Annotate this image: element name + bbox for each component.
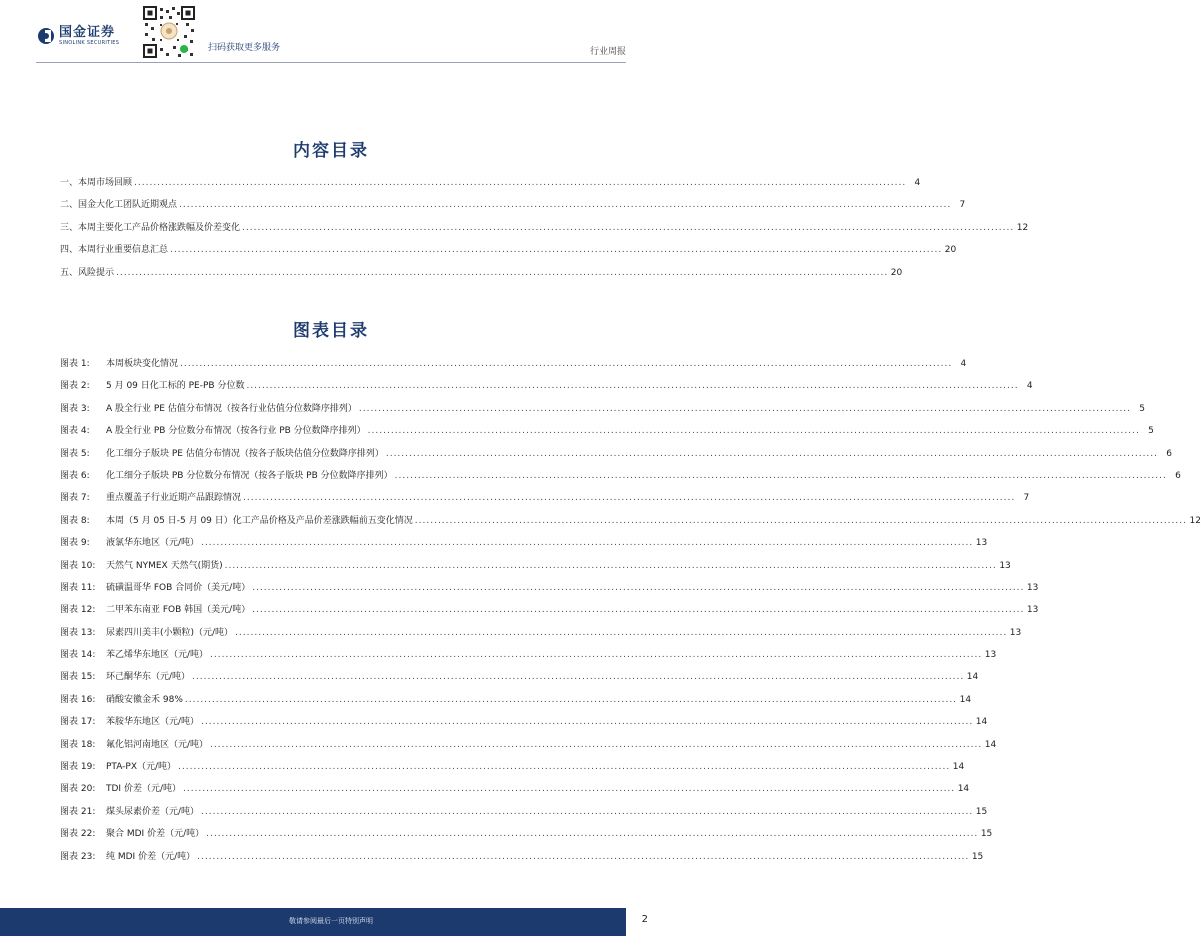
dot-leader: ........................................................................................................................................................................................................	[394, 470, 1167, 481]
page-ref: 14	[952, 762, 965, 773]
page-ref: 6	[1175, 470, 1181, 481]
figures-toc-heading: 图表目录	[293, 321, 369, 341]
toc-entry[interactable]	[60, 262, 903, 284]
figure-title: 硝酸安徽金禾 98%	[106, 694, 183, 705]
page-ref: 14	[966, 672, 979, 683]
qr-code-icon	[141, 4, 197, 60]
dot-leader: ........................................................................................................................................................................................................	[367, 426, 1140, 437]
figure-entry[interactable]	[60, 487, 1030, 509]
dot-leader: ........................................................................................................................................................................................................	[206, 829, 979, 840]
footer-disclaimer: 敬请参阅最后一页特别声明	[289, 917, 373, 925]
dot-leader: ........................................................................................................................................................................................................	[182, 784, 956, 795]
figure-label: 图表 18:	[60, 739, 96, 750]
dot-leader: ........................................................................................................................................................................................................	[134, 178, 907, 188]
figure-title: 环己酮华东（元/吨）	[106, 672, 191, 683]
page-number: 2	[641, 914, 648, 925]
figure-label: 图表 6:	[60, 470, 90, 481]
figure-entry[interactable]	[60, 398, 1146, 420]
figure-entry[interactable]	[60, 689, 972, 711]
figure-entry[interactable]	[60, 644, 997, 666]
figure-entry[interactable]	[60, 756, 965, 778]
page-ref: 15	[971, 851, 984, 862]
dot-leader: ........................................................................................................................................................................................................	[192, 672, 965, 683]
dot-leader: ........................................................................................................................................................................................................	[224, 560, 997, 571]
dot-leader: ........................................................................................................................................................................................................	[210, 650, 983, 661]
figure-label: 图表 22:	[60, 829, 96, 840]
figure-entry[interactable]	[60, 711, 988, 733]
toc-entry-title: 一、本周市场回顾	[60, 178, 133, 188]
figure-title: 煤头尿素价差（元/吨）	[106, 806, 200, 817]
page-header	[0, 0, 662, 62]
figure-entry[interactable]	[60, 846, 984, 868]
figure-entry[interactable]	[60, 555, 1011, 577]
page-ref: 13	[1026, 605, 1039, 616]
page-ref: 12	[1016, 222, 1029, 233]
figure-label: 图表 3:	[60, 403, 90, 414]
dot-leader: ........................................................................................................................................................................................................	[210, 739, 983, 750]
figure-title: 聚合 MDI 价差（元/吨）	[106, 829, 205, 840]
figure-entry[interactable]	[60, 734, 997, 756]
toc-heading: 内容目录	[293, 141, 369, 161]
figure-label: 图表 11:	[60, 582, 96, 593]
figure-title: A 股全行业 PE 估值分布情况（按各行业估值分位数降序排列）	[106, 403, 357, 414]
toc-entry[interactable]	[60, 194, 966, 216]
page-ref: 14	[984, 739, 997, 750]
figure-title: 5 月 09 日化工标的 PE-PB 分位数	[106, 381, 245, 392]
figure-entry[interactable]	[60, 532, 988, 554]
dot-leader: ........................................................................................................................................................................................................	[242, 222, 1015, 233]
page-ref: 4	[914, 178, 921, 188]
page-ref: 13	[975, 538, 988, 549]
brand-name-cn: 国金证券	[59, 25, 116, 40]
page-ref: 13	[1026, 582, 1039, 593]
dot-leader: ........................................................................................................................................................................................................	[246, 381, 1019, 392]
page-ref: 4	[960, 359, 967, 369]
toc-entry-title: 三、本周主要化工产品价格涨跌幅及价差变化	[60, 222, 241, 233]
page-ref: 6	[1166, 448, 1173, 459]
dot-leader: ........................................................................................................................................................................................................	[201, 538, 974, 549]
page-ref: 14	[959, 694, 972, 705]
dot-leader: ........................................................................................................................................................................................................	[385, 448, 1159, 459]
page-ref: 4	[1026, 381, 1033, 392]
figure-label: 图表 13:	[60, 627, 96, 638]
dot-leader: ........................................................................................................................................................................................................	[179, 200, 952, 211]
figure-entry[interactable]	[60, 353, 967, 375]
figure-entry[interactable]	[60, 465, 1181, 487]
figure-label: 图表 5:	[60, 448, 90, 459]
figure-entry[interactable]	[60, 420, 1154, 442]
toc-entry[interactable]	[60, 217, 1029, 239]
figure-label: 图表 7:	[60, 493, 90, 504]
figure-label: 图表 10:	[60, 560, 96, 571]
page-ref: 13	[1009, 627, 1022, 638]
dot-leader: ........................................................................................................................................................................................................	[252, 582, 1025, 593]
figure-title: PTA-PX（元/吨）	[106, 762, 177, 773]
page-ref: 13	[999, 560, 1011, 571]
page-ref: 20	[890, 267, 903, 278]
figure-title: 液氯华东地区（元/吨）	[106, 538, 200, 549]
figure-title: 硫磺温哥华 FOB 合同价（美元/吨）	[106, 582, 251, 593]
figure-label: 图表 14:	[60, 650, 96, 661]
figure-label: 图表 1:	[60, 359, 90, 369]
dot-leader: ........................................................................................................................................................................................................	[178, 762, 951, 773]
dot-leader: ........................................................................................................................................................................................................	[184, 694, 958, 705]
figure-label: 图表 2:	[60, 381, 90, 392]
figure-entry[interactable]	[60, 823, 993, 845]
figure-entry[interactable]	[60, 666, 979, 688]
page-ref: 7	[959, 200, 966, 211]
figure-title: 本周板块变化情况	[106, 359, 179, 369]
toc-entry-title: 五、风险提示	[60, 267, 115, 278]
figure-label: 图表 17:	[60, 717, 96, 728]
page-ref: 14	[975, 717, 988, 728]
figure-label: 图表 8:	[60, 515, 90, 526]
toc-entry-title: 二、国金大化工团队近期观点	[60, 200, 178, 211]
dot-leader: ........................................................................................................................................................................................................	[197, 851, 970, 862]
toc-entry[interactable]	[60, 239, 957, 261]
figure-title: 苯胺华东地区（元/吨）	[106, 717, 200, 728]
toc-entry-title: 四、本周行业重要信息汇总	[60, 245, 169, 256]
figure-label: 图表 9:	[60, 538, 90, 549]
page-ref: 5	[1139, 403, 1146, 414]
figure-label: 图表 20:	[60, 784, 96, 795]
figure-title: 本周（5 月 05 日-5 月 09 日）化工产品价格及产品价差涨跌幅前五变化情况	[106, 515, 413, 526]
brand-name-en: SINOLINK SECURITIES	[59, 40, 120, 46]
logo-mark-icon	[37, 27, 55, 45]
figure-label: 图表 4:	[60, 426, 90, 437]
figure-entry[interactable]	[60, 801, 988, 823]
figure-entry[interactable]	[60, 577, 1039, 599]
figure-title: 天然气 NYMEX 天然气(期货)	[106, 560, 223, 571]
figures-toc-list	[60, 353, 1201, 868]
figure-entry[interactable]	[60, 622, 1022, 644]
dot-leader: ........................................................................................................................................................................................................	[170, 245, 943, 256]
figure-title: 重点覆盖子行业近期产品跟踪情况	[106, 493, 242, 504]
figure-label: 图表 23:	[60, 851, 96, 862]
figure-label: 图表 19:	[60, 762, 96, 773]
dot-leader: ........................................................................................................................................................................................................	[358, 403, 1132, 414]
figure-title: 化工细分子版块 PB 分位数分布情况（按各子版块 PB 分位数降序排列）	[106, 470, 393, 481]
toc-entry[interactable]	[60, 172, 921, 194]
figure-title: 二甲苯东南亚 FOB 韩国（美元/吨）	[106, 605, 251, 616]
figure-label: 图表 12:	[60, 605, 96, 616]
figure-title: 苯乙烯华东地区（元/吨）	[106, 650, 209, 661]
figure-title: 化工细分子版块 PE 估值分布情况（按各子版块估值分位数降序排列）	[106, 448, 384, 459]
content-toc-list	[60, 172, 1029, 284]
page-ref: 15	[980, 829, 993, 840]
dot-leader: ........................................................................................................................................................................................................	[243, 493, 1016, 504]
figure-label: 图表 21:	[60, 806, 96, 817]
dot-leader: ........................................................................................................................................................................................................	[116, 267, 889, 278]
page-ref: 20	[944, 245, 957, 256]
dot-leader: ........................................................................................................................................................................................................	[201, 717, 974, 728]
dot-leader: ........................................................................................................................................................................................................	[414, 515, 1187, 526]
header-divider	[36, 62, 626, 63]
figure-title: 纯 MDI 价差（元/吨）	[106, 851, 196, 862]
figure-label: 图表 16:	[60, 694, 96, 705]
figure-title: 尿素四川美丰(小颗粒)（元/吨）	[106, 627, 234, 638]
page-ref: 15	[975, 806, 988, 817]
figure-title: 氟化铝河南地区（元/吨）	[106, 739, 209, 750]
figure-label: 图表 15:	[60, 672, 96, 683]
figure-entry[interactable]	[60, 375, 1033, 397]
page-ref: 7	[1023, 493, 1030, 504]
page-ref: 13	[984, 650, 997, 661]
scan-for-services-text: 扫码获取更多服务	[208, 43, 281, 53]
page-ref: 5	[1148, 426, 1154, 437]
page-ref: 14	[957, 784, 970, 795]
figure-entry[interactable]	[60, 599, 1039, 621]
brand-logo	[37, 26, 119, 46]
dot-leader: ........................................................................................................................................................................................................	[235, 627, 1008, 638]
figure-entry[interactable]	[60, 778, 970, 800]
report-type-label: 行业周报	[589, 47, 626, 57]
page-ref: 12	[1189, 515, 1201, 526]
figure-entry[interactable]	[60, 443, 1173, 465]
figure-entry[interactable]	[60, 510, 1201, 532]
figure-title: A 股全行业 PB 分位数分布情况（按各行业 PB 分位数降序排列）	[106, 426, 366, 437]
dot-leader: ........................................................................................................................................................................................................	[180, 359, 953, 369]
dot-leader: ........................................................................................................................................................................................................	[201, 806, 974, 817]
figure-title: TDI 价差（元/吨）	[106, 784, 181, 795]
dot-leader: ........................................................................................................................................................................................................	[252, 605, 1025, 616]
